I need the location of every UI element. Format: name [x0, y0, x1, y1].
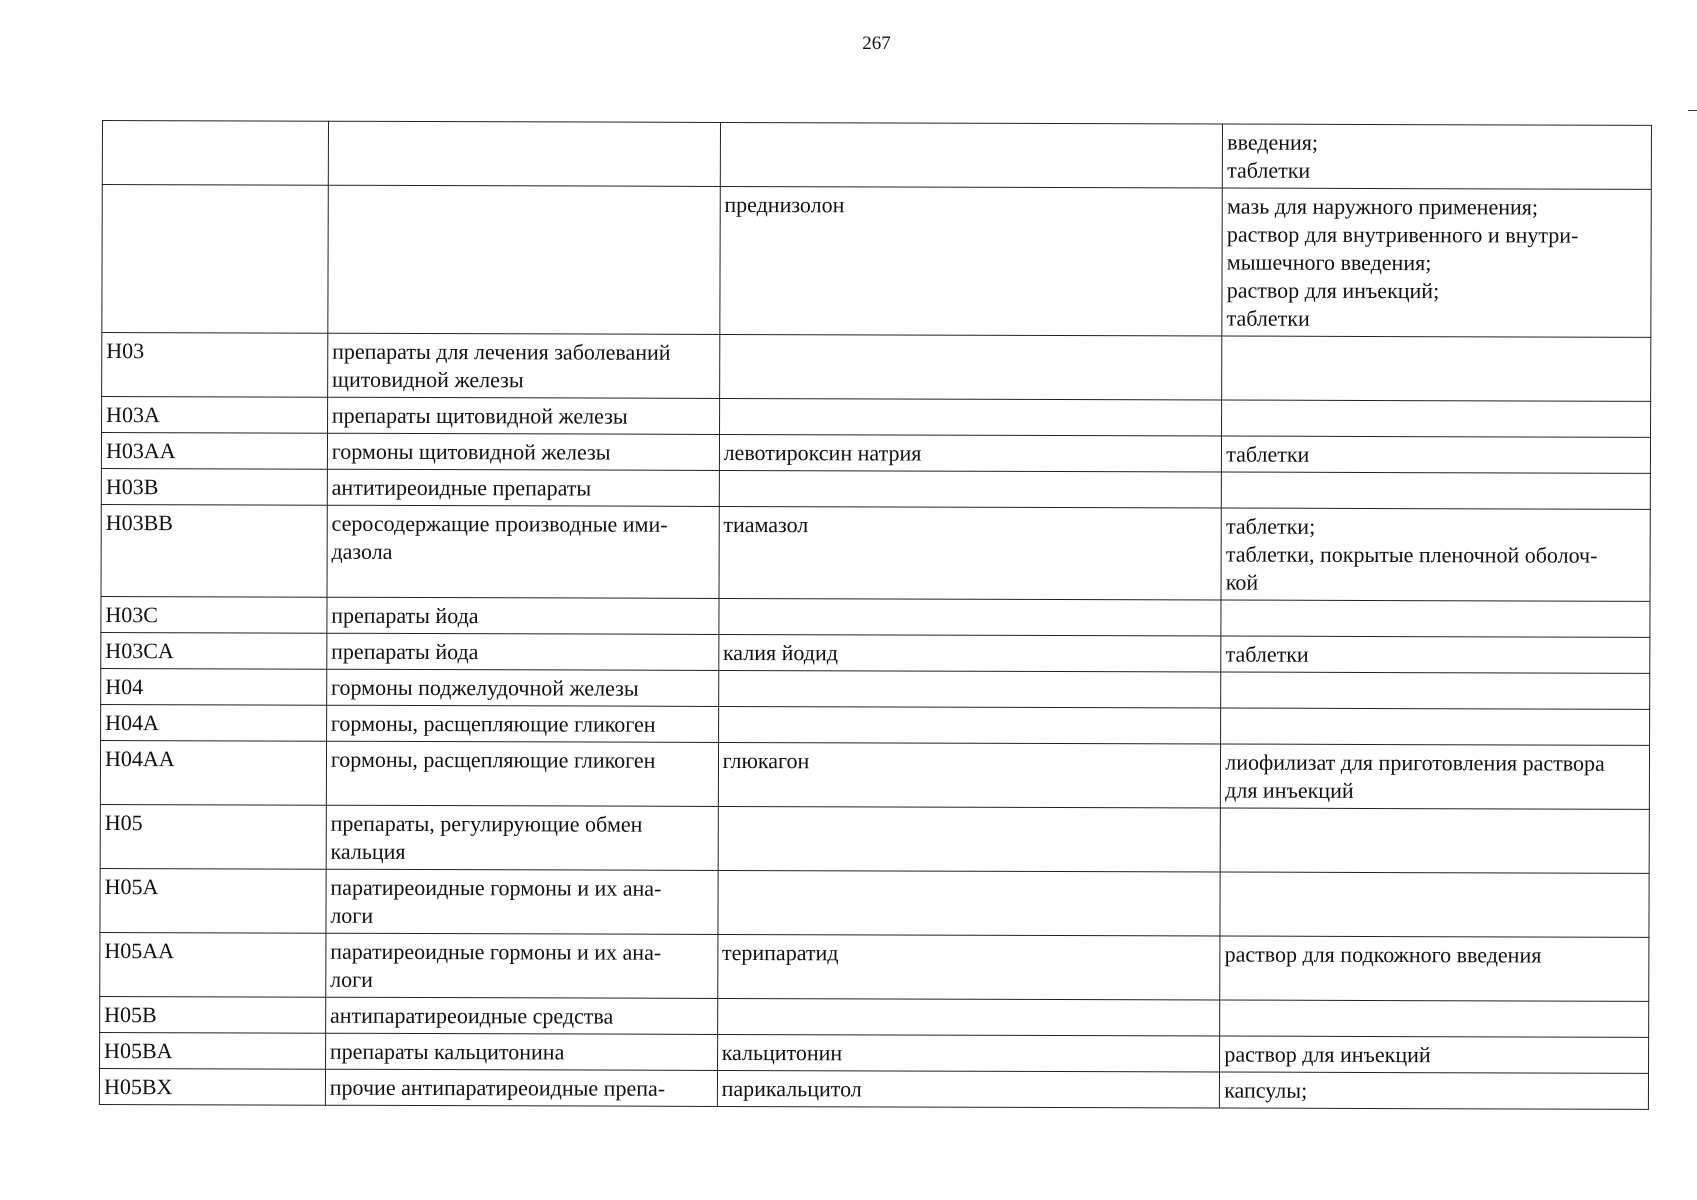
atc-code-cell: [102, 121, 328, 186]
atc-code-cell: H04A: [101, 704, 327, 741]
group-name-cell: гормоны, расщепляющие гликоген: [326, 741, 718, 806]
drug-table: [99, 120, 1652, 1110]
dosage-form-cell: [1220, 1000, 1649, 1037]
atc-code-cell: H05BX: [99, 1068, 325, 1105]
drug-name-cell: [718, 706, 1221, 744]
atc-code-cell: H03B: [101, 468, 327, 505]
dosage-form-cell: [1222, 400, 1651, 437]
dosage-form-cell: [1222, 336, 1651, 401]
atc-code-cell: H04AA: [100, 740, 326, 805]
drug-name-cell: [719, 598, 1222, 636]
atc-code-cell: H03A: [102, 397, 328, 434]
group-name-cell: гормоны, расщепляющие гликоген: [326, 705, 718, 742]
group-name-cell: паратиреоидные гормоны и их ана- логи: [326, 869, 718, 934]
dosage-form-cell: [1222, 472, 1651, 509]
table-row: [100, 1032, 1649, 1073]
group-name-cell: препараты, регулирующие обмен кальция: [326, 805, 718, 870]
drug-name-cell: терипаратид: [717, 934, 1220, 1000]
atc-code-cell: H03C: [101, 596, 327, 633]
table-row: [100, 740, 1649, 809]
drug-name-cell: кальцитонин: [717, 1034, 1220, 1072]
drug-name-cell: [718, 806, 1221, 872]
dosage-form-cell: [1220, 872, 1649, 937]
table-row: [102, 397, 1651, 438]
atc-code-cell: H05A: [100, 868, 326, 933]
table-row: [101, 596, 1650, 637]
dosage-form-cell: [1221, 600, 1650, 637]
atc-code-cell: H05AA: [100, 932, 326, 997]
table-row: [101, 632, 1650, 673]
dosage-form-cell: [1221, 672, 1650, 709]
table-row: [100, 804, 1649, 873]
drug-name-cell: преднизолон: [719, 186, 1222, 336]
dosage-form-cell: раствор для инъекций: [1220, 1036, 1649, 1073]
drug-name-cell: калия йодид: [718, 634, 1221, 672]
dosage-form-cell: [1220, 808, 1649, 873]
atc-code-cell: H05: [100, 804, 326, 869]
dosage-form-cell: [1221, 708, 1650, 745]
atc-code-cell: H03BB: [101, 504, 327, 597]
atc-code-cell: H03: [102, 333, 328, 398]
atc-code-cell: H04: [101, 668, 327, 705]
group-name-cell: антитиреоидные препараты: [327, 469, 719, 506]
dosage-form-cell: таблетки: [1222, 436, 1651, 473]
group-name-cell: прочие антипаратиреоидные препа-: [325, 1069, 717, 1106]
atc-code-cell: [102, 185, 328, 334]
table-row: [102, 121, 1651, 190]
drug-name-cell: [719, 398, 1222, 436]
drug-name-cell: [719, 470, 1222, 508]
group-name-cell: препараты йода: [327, 597, 719, 634]
group-name-cell: паратиреоидные гормоны и их ана- логи: [326, 933, 718, 998]
atc-code-cell: H05BA: [100, 1032, 326, 1069]
atc-code-cell: H05B: [100, 996, 326, 1033]
dosage-form-cell: лиофилизат для приготовления раствора для инъекций: [1221, 744, 1650, 809]
table-row: [100, 932, 1649, 1001]
drug-name-cell: [718, 670, 1221, 708]
group-name-cell: препараты йода: [327, 633, 719, 670]
table-row: [101, 468, 1650, 509]
drug-name-cell: тиамазол: [719, 506, 1222, 600]
group-name-cell: препараты кальцитонина: [325, 1033, 717, 1070]
drug-name-cell: [718, 870, 1221, 936]
drug-name-cell: глюкагон: [718, 742, 1221, 808]
group-name-cell: [328, 185, 720, 334]
group-name-cell: антипаратиреоидные средства: [325, 997, 717, 1034]
table-row: [102, 333, 1651, 402]
table-row: [101, 504, 1650, 601]
edge-mark: [1688, 110, 1697, 111]
table-row: [101, 668, 1650, 709]
table-row: [99, 1068, 1648, 1109]
drug-table-body: [99, 121, 1651, 1110]
dosage-form-cell: мазь для наружного применения; раствор для внутривенного и внутри- мышечного введения; раствор для инъекций; таблетки: [1222, 188, 1651, 337]
drug-name-cell: [720, 122, 1223, 188]
drug-name-cell: парикальцитол: [717, 1070, 1220, 1108]
group-name-cell: препараты щитовидной железы: [327, 397, 719, 434]
group-name-cell: серосодержащие производные ими- дазола: [327, 505, 719, 598]
table-row: [100, 868, 1649, 937]
group-name-cell: гормоны щитовидной железы: [327, 433, 719, 470]
table-row: [101, 433, 1650, 474]
drug-name-cell: [719, 334, 1222, 400]
group-name-cell: гормоны поджелудочной железы: [327, 669, 719, 706]
page-number: 267: [862, 33, 891, 54]
drug-name-cell: [717, 998, 1220, 1036]
table-row: [100, 996, 1649, 1037]
group-name-cell: [328, 121, 720, 186]
table-row: [101, 704, 1650, 745]
dosage-form-cell: раствор для подкожного введения: [1220, 936, 1649, 1001]
drug-name-cell: левотироксин натрия: [719, 434, 1222, 472]
atc-code-cell: H03CA: [101, 632, 327, 669]
table-row: [102, 185, 1651, 338]
dosage-form-cell: введения; таблетки: [1223, 124, 1652, 189]
group-name-cell: препараты для лечения заболеваний щитовидной железы: [327, 333, 719, 398]
atc-code-cell: H03AA: [101, 433, 327, 470]
dosage-form-cell: таблетки; таблетки, покрытые пленочной оболоч- кой: [1221, 508, 1650, 601]
dosage-form-cell: таблетки: [1221, 636, 1650, 673]
dosage-form-cell: капсулы;: [1220, 1072, 1649, 1109]
